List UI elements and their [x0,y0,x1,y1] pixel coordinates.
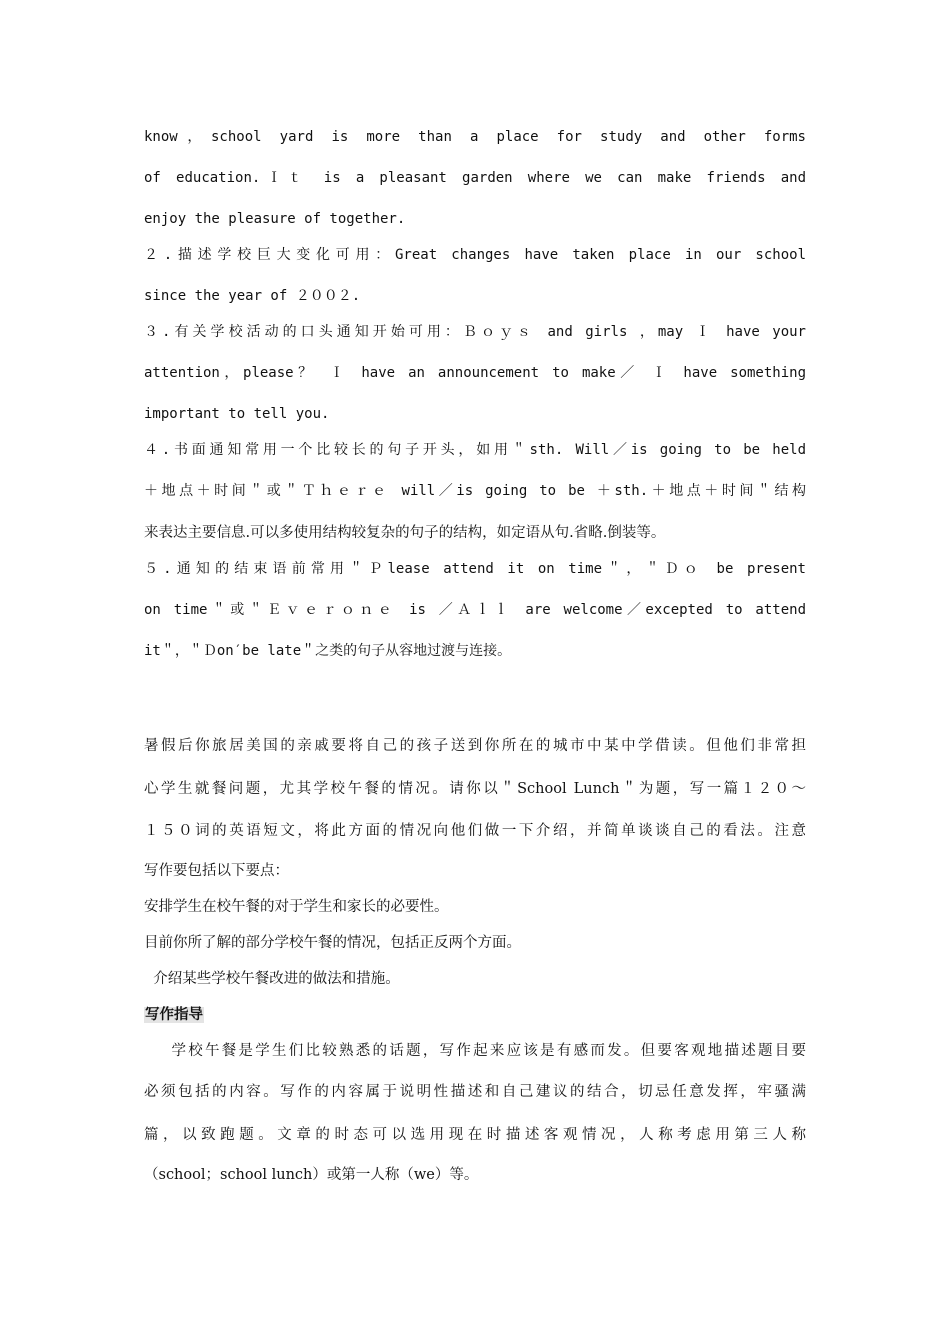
guide-line1: 学校午餐是学生们比较熟悉的话题，写作起来应该是有感而发。但要客观地描述题目要 [144,1043,806,1059]
tip3-line3: important to tell you. [144,406,330,422]
tip2-line1: ２.描述学校巨大变化可用：Great changes have taken place in our school [144,247,806,263]
prompt-line2: 心学生就餐问题，尤其学校午餐的情况。请你以＂School Lunch＂为题，写一篇１２０～ [144,781,806,797]
tip4-line2: ＋地点＋时间＂或＂Ｔｈｅｒｅ will／is going to be ＋sth.＋地点＋时间＂结构 [144,483,806,499]
tip1-line2: of education.Ｉｔ is a pleasant garden where we can make friends and [144,170,806,186]
guide-line2: 必须包括的内容。写作的内容属于说明性描述和自己建议的结合，切忌任意发挥，牢骚满 [144,1084,806,1100]
tip1-line1: know，school yard is more than a place for study and other forms [144,129,806,145]
prompt-line4: 写作要包括以下要点： [144,863,289,879]
guide-heading: 写作指导 [145,1007,203,1023]
tip2-line2: since the year of ２００２. [144,288,361,304]
prompt-line3: １５０词的英语短文，将此方面的情况向他们做一下介绍，并简单谈谈自己的看法。注意 [144,823,806,839]
tip5-line1: ５.通知的结束语前常用＂Ｐlease attend it on time＂，＂Ｄｏ be present [144,561,806,577]
prompt-point1: 安排学生在校午餐的对于学生和家长的必要性。 [144,899,449,915]
tip1-line3: enjoy the pleasure of together. [144,211,406,227]
guide-line3: 篇，以致跑题。文章的时态可以选用现在时描述客观情况，人称考虑用第三人称 [144,1127,806,1143]
guide-line4: （school；school lunch）或第一人称（we）等。 [144,1167,479,1183]
prompt-line1: 暑假后你旅居美国的亲戚要将自己的孩子送到你所在的城市中某中学借读。但他们非常担 [144,738,806,754]
tip3-line1: ３.有关学校活动的口头通知开始可用：Ｂｏｙｓ and girls ，may Ｉ have your [144,324,806,340]
prompt-point2: 目前你所了解的部分学校午餐的情况，包括正反两个方面。 [144,935,521,951]
guide-heading-row [144,1004,806,1026]
tip4-line3: 来表达主要信息.可以多使用结构较复杂的句子的结构，如定语从句.省略.倒装等。 [144,525,666,541]
tip4-line1: ４.书面通知常用一个比较长的句子开头，如用＂sth. Will／is going to be held [144,442,806,458]
tip5-line2: on time＂或＂Ｅｖｅｒｏｎｅ is ／Ａｌｌ are welcome／excepted to attend [144,602,806,618]
prompt-point3: 介绍某些学校午餐改进的做法和措施。 [144,971,400,987]
tip3-line2: attention，please？ Ｉ have an announcement to make／ Ｉ have something [144,365,806,381]
tip5-line3: it＂，＂Ｄon′be late＂之类的句子从容地过渡与连接。 [144,643,512,659]
document-page [144,0,806,1344]
